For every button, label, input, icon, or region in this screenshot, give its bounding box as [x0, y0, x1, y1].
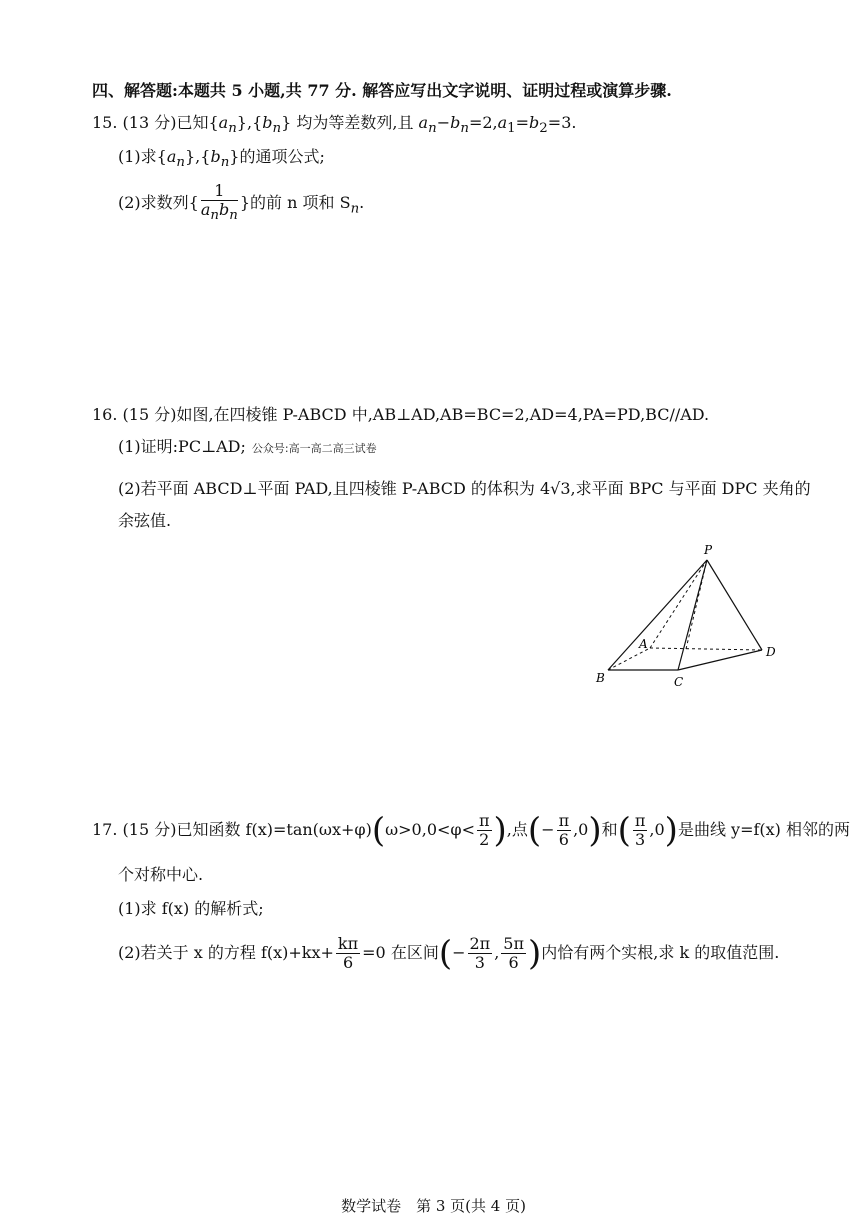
page-footer: 数学试卷 第 3 页(共 4 页): [341, 1197, 526, 1215]
label-D: D: [766, 645, 776, 659]
fraction: $\frac{1}{a_nb_n}$: [200, 181, 238, 224]
pyramid-figure: [590, 540, 790, 690]
q15-part1: (1)求$\{a_n\},\{b_n\}$的通项公式;: [118, 147, 325, 171]
q17-part1: (1)求 f(x) 的解析式;: [118, 899, 264, 918]
q15-stem: 15. (13 分)已知$\{a_n\},\{b_n\}$ 均为等差数列,且 $a_n-b_n=2,a_1=b_2=3$.: [92, 113, 577, 137]
q15-part2: (2)求数列{ $\frac{1}{a_nb_n}$ }的前 n 项和 $S_n$.: [118, 181, 365, 224]
edge-PD: [707, 560, 762, 650]
watermark-note: 公众号:高一高二高三试卷: [251, 442, 377, 455]
edge-PA: [650, 560, 707, 648]
q16-part1: (1)证明:PC⊥AD; 公众号:高一高二高三试卷: [118, 437, 377, 456]
label-B: B: [596, 671, 605, 685]
q16-part2-line1: (2)若平面 ABCD⊥平面 PAD,且四棱锥 P-ABCD 的体积为 4√3,求平面 BPC 与平面 DPC 夹角的: [118, 479, 811, 498]
label-P: P: [704, 543, 713, 557]
edge-CD: [678, 650, 762, 670]
edge-AB: [608, 648, 650, 670]
q16-part2-line2: 余弦值.: [118, 511, 172, 530]
q17-line2: 个对称中心.: [118, 865, 204, 884]
edge-AD: [650, 648, 762, 650]
label-C: C: [674, 675, 684, 689]
q17-stem: 17. (15 分)已知函数 f(x)=tan(ωx+φ)(ω>0,0<φ< $\frac{\pi}{2}$ ),点(− $\frac{\pi}{6}$ ,0)和( $\frac{\pi}{3}$ ,0)是曲线 y=f(x) 相邻的两: [92, 810, 850, 851]
q17-part2: (2)若关于 x 的方程 f(x)+kx+ $\frac{k\pi}{6}$ =0 在区间(− $\frac{2\pi}{3}$ , $\frac{5\pi}{6}$ )内恰有两个实根,求 k 的取值范围.: [118, 933, 780, 974]
label-A: A: [639, 637, 648, 651]
q16-stem: 16. (15 分)如图,在四棱锥 P-ABCD 中,AB⊥AD,AB=BC=2,AD=4,PA=PD,BC//AD.: [92, 405, 710, 424]
section-title: 四、解答题:本题共 5 小题,共 77 分. 解答应写出文字说明、证明过程或演算步骤.: [92, 81, 672, 100]
